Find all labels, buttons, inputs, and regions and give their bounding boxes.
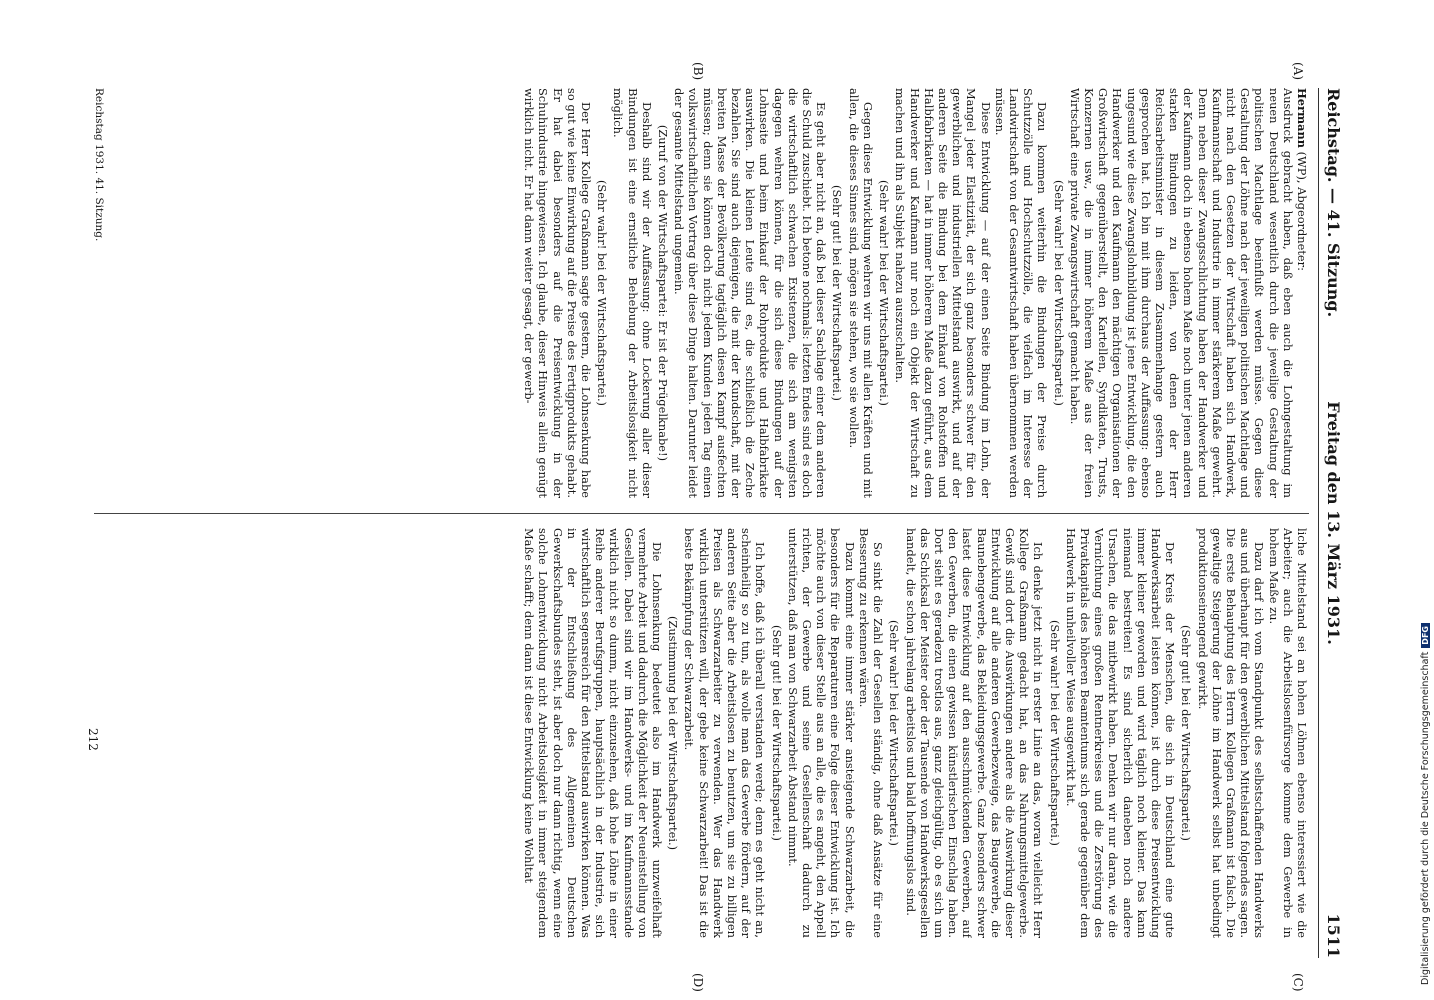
paragraph: Der Kreis der Menschen, die sich in Deutschland eine gute Handwerksarbeit leisten können, ist durch diese Preisentwicklung immer kleiner geworden und wird täglich noch kleiner. Das kann niemand bestreiten! Es sind sicherlich daneben noch andere Ursachen, die das mitbewirkt haben. Denken wir nur daran, wie die Vernichtung eines großen Rentnerkreises und die Zerstörung des Privatkapitals des höheren Beamtentums sich gerade gegenüber dem Handwerk in unheilvoller Weise ausgewirkt hat. — [1063, 528, 1178, 938]
paragraph: Gegen diese Entwicklung wehren wir uns mit allen Kräften und mit allen, die dieses Sinnes sind, mögen sie stehen, wo sie wollen. — [846, 88, 875, 498]
paragraph: Es geht aber nicht an, daß bei dieser Sachlage einer dem anderen die Schuld zuschiebt. Ich betone nochmals: letzten Endes sind es doch die wirtschaftlich schwachen Existenzen, die sich am wenigsten dagegen wehren können, für die sich diese Bindungen auf der Lohnseite und beim Einkauf der Rohprodukte und Halbfabrikate auswirken. Die kleinen Leute sind es, die schließlich die Zeche bezahlen. Sie sind auch diejenigen, die mit der Kundschaft, mit der breiten Masse der Bevölkerung tagtäglich diesen Kampf ausfechten müssen; denn sie können doch nicht jedem Kunden jeden Tag einen volkswirtschaftlichen Vortrag über diese Dinge halten. Darunter leidet der gesamte Mittelstand ungemein. — [672, 88, 829, 498]
paragraph: So sinkt die Zahl der Gesellen ständig, ohne daß Ansätze für eine Besserung zu erkennen wären. — [856, 528, 886, 938]
interjection: (Sehr wahr! bei der Wirtschaftspartei.) — [1047, 619, 1062, 847]
header-date: Freitag den 13. März 1931. — [1324, 401, 1343, 645]
page-header — [1318, 88, 1345, 958]
paragraph: Ich denke jetzt nicht in erster Linie an das, woran vielleicht Herr Kollege Graßmann gedacht hat, an das Nahrungsmittelgewerbe. Gewiß sind dort die Auswirkungen andere als die Auswirkung dieser Entwicklung auf alle anderen Gewerbezweige, das Baugewerbe, die Baunebengewerbe, das Bekleidungsgewerbe. Ganz besonders schwer lastet diese Entwicklung auf den ausschmückenden Gewerben, auf den Gewerben, die einen gewissen künstlerischen Einschlag haben. Dort sieht es geradezu trostlos aus, ganz gleichgültig, ob es sich um das Schicksal der Meister oder der Tausende von Handwerksgesellen handelt, die schon jahrelang arbeitslos und bald hoffnungslos sind. — [903, 528, 1046, 938]
margin-marker-b: (B) — [691, 62, 705, 81]
interjection: (Sehr wahr! bei der Wirtschaftspartei.) — [887, 619, 902, 847]
paragraph: Der Herr Kollege Graßmann sagte gestern, die Lohnsenkung habe so gut wie keine Einwirkung auf die Preise des Fertigprodukts gehabt. Er hat dabei besonders auf die Preisentwicklung in der Schuhindustrie hingewiesen. Ich glaube, dieser Hinweis allein genügt wirklich nicht. Er hat dann weiter gesagt, der gewerb- — [522, 88, 594, 498]
margin-marker-d: (D) — [691, 973, 705, 992]
paragraph: liche Mittelstand sei an hohen Löhnen ebenso interessiert wie die Arbeiter; auch die Arbeitslosenfürsorge komme dem Gewerbe in hohem Maße zu. — [1266, 528, 1309, 938]
paragraph: Die Lohnsenkung bedeutet also im Handwerk unzweifelhaft vermehrte Arbeit und dadurch die Möglichkeit der Neueinstellung von Gesellen. Dabei sind wir im Handwerks- und im Kaufmannsstande wirklich nicht so dumm, nicht einzusehen, daß hohe Löhne in einer Reihe anderer Berufsgruppen, hauptsächlich in der Industrie, sich wirtschaftlich segensreich für den Mittelstand auswirken können. Was in der Entschließung des Allgemeinen Deutschen Gewerkschaftsbundes steht, ist aber doch nur dann richtig, wenn eine solche Lohnentwicklung nicht Arbeitslosigkeit in immer steigendem Maße schafft; denn dann ist diese Entwicklung keine Wohltat — [522, 528, 665, 938]
interjection: (Sehr wahr! bei der Wirtschaftspartei.) — [877, 179, 892, 407]
interjection: (Sehr wahr! bei der Wirtschaftspartei.) — [595, 179, 610, 407]
paragraph: Diese Entwicklung — auf der einen Seite Bindung im Lohn, der Mangel jeder Elastizität, der sich ganz besonders schwer für den gewerblichen und industriellen Mittelstand auswirkt, und auf der anderen Seite die Bindung bei dem Einkauf von Rohstoffen und Halbfabrikaten — hat in immer höherem Maße dazu geführt, aus dem Handwerker und Kaufmann nur noch ein Objekt der Wirtschaft zu machen und ihn als Subjekt nahezu auszuschalten. — [893, 88, 993, 498]
paragraph: Dazu kommt eine immer stärker ansteigende Schwarzarbeit, die besonders für die Reparaturen eine Folge dieser Entwicklung ist. Ich möchte auch von dieser Stelle aus an alle, die es angeht, den Appell richten, der Gewerbe und seine Gesellenschaft dadurch zu unterstützen, daß man von Schwarzarbeit Abstand nimmt. — [785, 528, 857, 938]
header-session: Reichstag. — 41. Sitzung. — [1324, 88, 1343, 318]
page-number: 1511 — [1324, 913, 1343, 958]
right-column — [99, 528, 1309, 938]
margin-marker-a: (A) — [1291, 62, 1305, 81]
signature-number: 212 — [86, 728, 100, 751]
paragraph: Dazu kommen weiterhin die Bindungen der Preise durch Schutzzölle und Hochschutzzölle, die vielfach im Interesse der Landwirtschaft von der Gesamtwirtschaft haben übernommen werden müssen. — [992, 88, 1050, 498]
digitization-credit — [1420, 623, 1431, 985]
speaker-line — [1295, 88, 1309, 498]
paragraph: Ich hoffe, daß ich überall verstanden werde; denn es geht nicht an, scheinheilig so zu tun, als wolle man das Gewerbe fördern, auf der anderen Seite aber die Arbeitslosen zu benutzen, um sie zu billigen Preisen als Schwarzarbeiter zu verwenden. Wer das Handwerk wirklich unterstützen will, der gebe keine Schwarzarbeit! Das ist die beste Bekämpfung der Schwarzarbeit. — [682, 528, 768, 938]
interjection: (Sehr gut! bei der Wirtschaftspartei.) — [769, 625, 784, 841]
interjection: (Sehr gut! bei der Wirtschaftspartei.) — [1179, 625, 1194, 841]
speaker-info: (WP), Abgeordneter: — [1295, 148, 1309, 271]
dfg-logo: DFG — [1421, 623, 1430, 648]
interjection: (Sehr gut! bei der Wirtschaftspartei.) — [830, 185, 845, 401]
left-column — [99, 88, 1309, 498]
margin-marker-c: (C) — [1291, 973, 1305, 992]
paragraph: Ausdruck gebracht haben, daß eben auch die Lohngestaltung im neuen Deutschland wesentlich durch die jeweilige Gestaltung der politischen Machtlage beeinflußt werden müsse. Gegen diese Gestaltung der Löhne nach der jeweiligen politischen Machtlage und nicht nach den Gesetzen der Wirtschaft haben sich Handwerk, Kaufmannschaft und Industrie in immer stärkerem Maße gewehrt. Denn neben dieser Zwangsschlichtung haben der Handwerker und der Kaufmann doch in ebenso hohem Maße noch unter jenen anderen starken Bindungen zu leiden, von denen der Herr Reichsarbeitsminister in diesem Zusammenhange gestern auch gesprochen hat. Ich bin mit ihm durchaus der Auffassung: ebenso ungesund wie diese Zwangslohnbildung ist jene Entwicklung, die den Handwerker und den Kaufmann den mächtigen Organisationen der Großwirtschaft gegenüberstellt, den Kartellen, Syndikaten, Trusts, Konzernen usw., die in immer höherem Maße aus der freien Wirtschaft eine private Zwangswirtschaft gemacht haben. — [1067, 88, 1295, 498]
page-footer: Reichstag 1931. 41. Sitzung. — [93, 88, 105, 242]
column-divider — [94, 513, 1309, 514]
document-page — [75, 62, 1345, 992]
interjection: (Sehr wahr! bei der Wirtschaftspartei.) — [1051, 179, 1066, 407]
credit-text: Digitalisierung gefördert durch die Deutsche Forschungsgemeinschaft — [1420, 651, 1431, 985]
interjection: (Zuruf von der Wirtschaftspartei: Er ist der Prügelknabe!) — [656, 124, 671, 462]
speaker-name: Hermann — [1295, 88, 1309, 149]
paragraph: Deshalb sind wir der Auffassung: ohne Lockerung aller dieser Bindungen ist eine ernstliche Behebung der Arbeitslosigkeit nicht möglich. — [611, 88, 654, 498]
paragraph: Dazu darf ich vom Standpunkt des selbstschaffenden Handwerks aus und überhaupt für den gewerblichen Mittelstand folgendes sagen. Die erste Behauptung des Herrn Kollegen Graßmann ist falsch. Die gewaltige Steigerung der Löhne im Handwerk selbst hat unbedingt produktionseinengend gewirkt. — [1195, 528, 1267, 938]
interjection: (Zustimmung bei der Wirtschaftspartei.) — [666, 615, 681, 851]
